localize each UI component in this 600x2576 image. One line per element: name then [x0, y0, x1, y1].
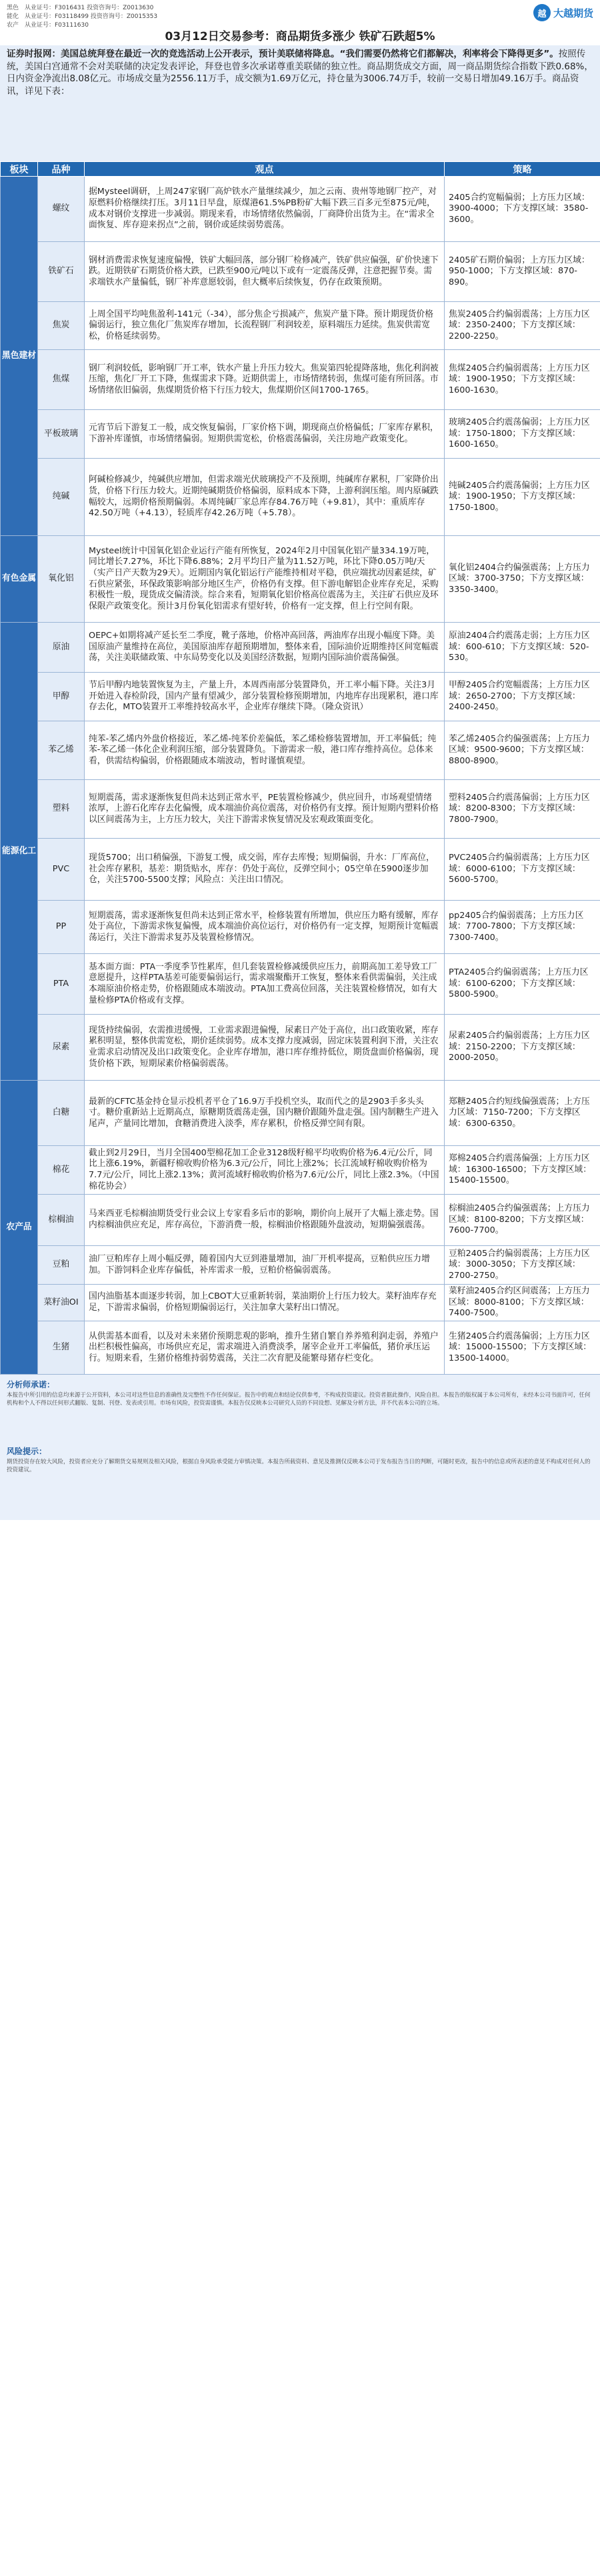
strategy-cell — [445, 242, 600, 302]
view-cell — [85, 242, 445, 302]
table-row — [1, 1146, 600, 1195]
product-cell: 螺纹 — [38, 177, 85, 242]
table-row — [1, 410, 600, 459]
strategy-text: 焦煤2405合约偏弱震荡；上方压力区域：1900-1950；下方支撑区域：1600-1630。 — [449, 363, 590, 395]
strategy-text: 焦炭2405合约偏弱震荡；上方压力区域：2350-2400；下方支撑区域：2200-2250。 — [449, 309, 590, 341]
view-text: 节后甲醇内地装置恢复为主，产量上升，本周西南部分装置降负，开工率小幅下降。关注3月开始进入春检阶段，国内产量有望减少，部分装置检修预期增加，内地库存出现累积，港口库存去化，MTO装置开工率维持较高水平，企业库存继续下降。（隆众资讯） — [89, 680, 439, 713]
analyst-commitment — [0, 1375, 600, 1441]
view-cell — [85, 1081, 445, 1146]
view-text: 从供需基本面看，以及对未来猪价预期悲观的影响，推升生猪自繁自养养殖利润走弱，养殖户出栏积极性偏高，市场供应充足，需求端进入消费淡季，屠宰企业开工率偏低，猪价承压运行。短期来看，生猪价格维持弱势震荡，关注二次育肥及能繁母猪存栏变化。 — [89, 1331, 439, 1363]
view-text: 最新的CFTC基金持仓显示投机者平仓了16.9万手投机空头，取而代之的是2903手多头头寸。糖价重新站上近期高点，原糖期货震荡走强，国内糖价跟随外盘走强。国内制糖生产进入尾声，产量同比增加，食糖消费进入淡季，库存累积，价格反弹空间有限。 — [89, 1096, 439, 1129]
strategy-text: 棕榈油2405合约偏强震荡；上方压力区域：8100-8200；下方支撑区域：7600-7700。 — [449, 1203, 590, 1236]
product-cell: 生猪 — [38, 1321, 85, 1375]
product-cell: PTA — [38, 954, 85, 1015]
table-row — [1, 536, 600, 623]
table-row — [1, 1246, 600, 1285]
view-text: 基本面方面：PTA一季度季节性累库，但几套装置检修减缓供应压力，前期高加工差导致工厂意愿提升，这样PTA基差可能要偏弱运行，需求端聚酯开工恢复，整体来看供需偏弱，关注成本端原油价格走势，价格跟随成本端波动。PTA加工费高位回落，关注装置检修情况，如有大量检修PTA价格或有支撑。 — [89, 961, 437, 1005]
logo-icon: 越 — [533, 4, 551, 21]
risk-warning — [0, 1441, 600, 1520]
strategy-cell — [445, 673, 600, 721]
product-cell: 焦煤 — [38, 350, 85, 410]
strategy-cell — [445, 1195, 600, 1246]
table-row — [1, 1081, 600, 1146]
strategy-cell — [445, 954, 600, 1015]
strategy-text: pp2405合约偏弱震荡；上方压力区域：7700-7800；下方支撑区域：7300-7400。 — [449, 910, 584, 943]
market-summary — [0, 45, 600, 161]
commitment-heading: 分析师承诺： — [7, 1380, 55, 1389]
risk-heading: 风险提示： — [7, 1447, 47, 1456]
product-cell: 菜籽油OI — [38, 1285, 85, 1321]
strategy-text: 玻璃2405合约震荡偏弱；上方压力区域：1750-1800；下方支撑区域：1600-1650。 — [449, 417, 590, 450]
view-cell — [85, 1015, 445, 1081]
strategy-text: 塑料2405合约震荡偏弱；上方压力区域：8200-8300；下方支撑区域：7800-7900。 — [449, 792, 590, 825]
view-text: Mysteel统计中国氧化铝企业运行产能有所恢复，2024年2月中国氧化铝产量334.19万吨，同比增长7.27%，环比下降6.88%；2月平均日产量为11.52万吨，环比下降0.05万吨/天（实产日产天数为29天）。近期国内氧化铝运行产能维持相对平稳，供应端扰动因素延续，矿石供应紧张，环保政策影响部分地区生产，价格仍有支撑。但下游电解铝企业库存充足，采购积极性一般，现货成交偏清淡。综合来看，短期氧化铝价格高位震荡为主，关注矿石供应及环保限产政策变化。预计3月份氧化铝需求有望好转，价格有一定支撑，但上行空间有限。 — [89, 545, 439, 611]
analyst-credentials — [7, 4, 157, 30]
view-cell — [85, 1146, 445, 1195]
strategy-cell — [445, 1081, 600, 1146]
view-text: 短期震荡，需求逐渐恢复但尚未达到正常水平，PE装置检修减少，供应回升，市场观望情绪浓厚，上游石化库存去化偏慢，成本端油价高位震荡，对价格仍有支撑。预计短期内塑料价格以区间震荡为主，上方压力较大，关注下游需求恢复情况及宏观政策面变化。 — [89, 792, 439, 825]
strategy-text: 甲醇2405合约宽幅震荡；上方压力区域：2650-2700；下方支撑区域：2400-2450。 — [449, 680, 590, 713]
view-text: 钢材消费需求恢复速度偏慢，铁矿大幅回落，部分钢厂检修减产，铁矿供应偏强，矿价快速下跌。近期铁矿石期货价格大跌，已跌至900元/吨以下或有一定震荡反弹，注意把握节奏。需求端铁水产量偏低，钢厂补库意愿较弱，但大概率后续恢复，仍存在政策预期。 — [89, 255, 439, 287]
strategy-text: 尿素2405合约偏弱震荡；上方压力区域：2150-2200；下方支撑区域：2000-2050。 — [449, 1031, 590, 1063]
header-sector: 板块 — [1, 162, 38, 177]
view-text: 油厂豆粕库存上周小幅反弹，随着国内大豆到港量增加，油厂开机率提高，豆粕供应压力增加。下游饲料企业库存偏低，补库需求一般，豆粕价格偏弱震荡。 — [89, 1253, 430, 1275]
strategy-cell — [445, 1015, 600, 1081]
table-row — [1, 242, 600, 302]
sector-cell: 能源化工 — [1, 623, 38, 1081]
strategy-text: 菜籽油2405合约区间震荡；上方压力区域：8000-8100；下方支撑区域：7400-7500。 — [449, 1286, 590, 1319]
strategy-text: 2405矿石期价偏弱；上方压力区域：950-1000；下方支撑区域：870-890。 — [449, 255, 590, 287]
view-text: 现货持续偏弱，农需推进缓慢，工业需求跟进偏慢，尿素日产处于高位，出口政策收紧，库存累积明显，整体供需宽松，期价延续弱势。成本支撑力度减弱，固定床装置利润下滑，关注农业需求启动情况及出口政策变化。企业库存增加，港口库存维持低位，期货盘面价格偏弱，现货价格下跌，短期尿素价格偏弱震荡。 — [89, 1025, 439, 1069]
view-text: 短期震荡，需求逐渐恢复但尚未达到正常水平，检修装置有所增加，供应压力略有缓解，库存处于高位，下游需求恢复偏慢，成本端油价高位运行，对价格仍有一定支撑，短期预计宽幅震荡运行，关注下游需求复苏及装置检修情况。 — [89, 910, 439, 943]
report-header — [0, 0, 600, 28]
strategy-cell — [445, 901, 600, 954]
view-cell — [85, 302, 445, 350]
view-cell — [85, 1321, 445, 1375]
view-text: 截止到2月29日，当月全国400型棉花加工企业3128级籽棉平均收购价格为6.4元/公斤，同比上涨6.19%，新疆籽棉收购价格为6.3元/公斤，同比上涨2%；长江流域籽棉收购价格为7.7元/公斤，同比上涨2.13%；黄河流域籽棉收购价格为7.6元/公斤，同比上涨2.3%。（中国棉花协会） — [89, 1147, 439, 1191]
view-cell — [85, 350, 445, 410]
product-cell: 棕榈油 — [38, 1195, 85, 1246]
table-row — [1, 954, 600, 1015]
table-row — [1, 1195, 600, 1246]
table-row — [1, 459, 600, 536]
company-logo — [533, 4, 593, 21]
view-text: 钢厂利润较低，影响钢厂开工率，铁水产量上升压力较大。焦炭第四轮提降落地，焦化利润被压缩，焦化厂开工下降，焦煤需求下降。近期供需上，市场情绪转弱，焦煤可能有所回落。市场情绪依旧偏弱，焦煤期货价格下行压力较大，焦煤期价区间1700-1765。 — [89, 363, 439, 395]
logo-text: 大越期货 — [553, 7, 593, 19]
view-text: 元宵节后下游复工一般，成交恢复偏弱，厂家价格下调，期现商点价格偏低；厂家库存累积，下游补库谨慎，市场情绪偏弱。短期供需宽松，价格震荡偏弱，关注房地产政策变化。 — [89, 423, 439, 444]
view-cell — [85, 954, 445, 1015]
strategy-cell — [445, 623, 600, 673]
strategy-text: 郑棉2405合约震荡偏强；上方压力区域：16300-16500；下方支撑区域：15400-15500。 — [449, 1153, 592, 1186]
product-cell: 尿素 — [38, 1015, 85, 1081]
view-text: OEPC+如期将减产延长至二季度，靴子落地，价格冲高回落，两油库存出现小幅度下降。美国原油产量维持在高位，美国原油库存超预期增加，整体来看，国际油价近期维持区间宽幅震荡，关注美联储政策、中东局势变化以及美国经济数据，短期内国际油价震荡偏强。 — [89, 631, 439, 663]
product-cell: 甲醇 — [38, 673, 85, 721]
view-text: 纯苯-苯乙烯内外盘价格接近，苯乙烯-纯苯价差偏低，苯乙烯检修装置增加，开工率偏低；纯苯-苯乙烯一体化企业利润压缩，部分装置降负。下游需求一般，港口库存维持高位。总体来看，供需结构偏弱，价格跟随成本端波动，暂时谨慎观望。 — [89, 733, 437, 766]
product-cell: 焦炭 — [38, 302, 85, 350]
analyst-line: 黑色 从业证号：F3016431 投资咨询号：Z0013630 — [7, 5, 154, 11]
strategy-cell — [445, 1285, 600, 1321]
strategy-text: 纯碱2405合约震荡偏弱；上方压力区域：1900-1950；下方支撑区域：1750-1800。 — [449, 480, 590, 513]
strategy-cell — [445, 410, 600, 459]
summary-body: 按照传统，美国白宫通常不会对美联储的决定发表评论，拜登也曾多次承诺尊重美联储的独立性。商品期货成交方面，周一商品期货综合指数下跌0.68%，日内资金净流出8.08亿元。市场成交量为2556.11万手，成交额为1.69万亿元，持仓量为3006.74万手，较前一交易日增加49.16万手。商品资讯，详见下表： — [7, 49, 593, 97]
product-cell: 棉花 — [38, 1146, 85, 1195]
strategy-text: 氧化铝2404合约偏强震荡；上方压力区域：3700-3750；下方支撑区域：3350-3400。 — [449, 562, 590, 595]
view-cell — [85, 673, 445, 721]
product-cell: 原油 — [38, 623, 85, 673]
table-row — [1, 1285, 600, 1321]
strategy-text: 生猪2405合约震荡偏弱；上方压力区域：15000-15500；下方支撑区域：13500-14000。 — [449, 1331, 592, 1363]
view-cell — [85, 410, 445, 459]
strategy-cell — [445, 839, 600, 901]
strategy-text: PTA2405合约偏弱震荡；上方压力区域：6100-6200；下方支撑区域：5800-5900。 — [449, 967, 589, 1000]
view-cell — [85, 459, 445, 536]
strategy-cell — [445, 1146, 600, 1195]
view-text: 马来西亚毛棕榈油期货受行业会议上专家看多后市的影响，期价向上展开了大幅上涨走势。国内棕榈油供应充足，库存高位，下游消费一般，棕榈油价格跟随外盘波动，短期偏强震荡。 — [89, 1209, 439, 1230]
product-cell: 白糖 — [38, 1081, 85, 1146]
table-row — [1, 673, 600, 721]
strategy-text: 2405合约宽幅偏弱；上方压力区域：3900-4000；下方支撑区域：3580-3600。 — [449, 192, 590, 225]
strategy-text: 豆粕2405合约偏弱震荡；上方压力区域：3000-3050；下方支撑区域：2700-2750。 — [449, 1248, 590, 1281]
view-cell — [85, 901, 445, 954]
table-row — [1, 302, 600, 350]
summary-lead: 证券时报网：美国总统拜登在最近一次的竞选活动上公开表示，预计美联储将降息。 — [7, 49, 340, 59]
table-body — [1, 177, 600, 1375]
summary-quote: “我们需要仍然将它们都解决，利率将会下降得更多”。 — [339, 49, 559, 59]
product-cell: 豆粕 — [38, 1246, 85, 1285]
view-text: 上周全国平均吨焦盈利-141元（-34），部分焦企亏损减产，焦炭产量下降。预计期现货价格偏弱运行，独立焦化厂焦炭库存增加，长流程钢厂利润较差，原料端压力延续。焦炭供需宽松，价格延续弱势。 — [89, 309, 434, 341]
table-row — [1, 1015, 600, 1081]
strategy-cell — [445, 177, 600, 242]
product-cell: 苯乙烯 — [38, 721, 85, 780]
view-cell — [85, 1195, 445, 1246]
strategy-text: 原油2404合约震荡走弱；上方压力区域：600-610；下方支撑区域：520-530。 — [449, 631, 590, 663]
report-title: 03月12日交易参考：商品期货多涨少 铁矿石跌超5% — [165, 30, 435, 43]
view-text: 国内油脂基本面逐步转弱，加上CBOT大豆重新转弱，菜油期价上行压力较大。菜籽油库存充足，下游需求偏弱，价格短期偏弱运行，关注加拿大菜籽出口情况。 — [89, 1291, 437, 1313]
product-cell: PVC — [38, 839, 85, 901]
view-cell — [85, 536, 445, 623]
table-row — [1, 1321, 600, 1375]
view-text: 据Mysteel调研，上周247家钢厂高炉铁水产量继续减少，加之云南、贵州等地钢厂控产，对原燃料价格继续打压。3月11日早盘，原煤港61.5%PB粉矿大幅下跌三百多元至875元/吨，成本对钢价支撑进一步减弱。期现来看，市场情绪依然偏弱，厂商降价出货为主。在“需求全面恢复、库存迎来拐点”之前，钢价或延续弱势震荡。 — [89, 187, 437, 231]
product-cell: 塑料 — [38, 780, 85, 839]
product-cell: 氧化铝 — [38, 536, 85, 623]
strategy-text: 苯乙烯2405合约偏强震荡；上方压力区域：9500-9600；下方支撑区域：8800-8900。 — [449, 733, 590, 766]
analyst-line: 农产 从业证号：F03111630 — [7, 22, 89, 29]
view-cell — [85, 839, 445, 901]
view-cell — [85, 623, 445, 673]
product-cell: 纯碱 — [38, 459, 85, 536]
header-product: 品种 — [38, 162, 85, 177]
view-cell — [85, 1285, 445, 1321]
strategy-cell — [445, 721, 600, 780]
table-row — [1, 350, 600, 410]
view-text: 现货5700；出口稍偏强，下游复工慢，成交弱，库存去库慢；短期偏弱，升水：厂库高位，社会库存累积，基差：期货贴水，库存：仍处于高位，反弹空间小；05空单在5900逐步加仓，关注5700-5500支撑；风险点：关注出口情况。 — [89, 853, 435, 885]
view-cell — [85, 721, 445, 780]
view-cell — [85, 1246, 445, 1285]
view-text: 阿碱检修减少，纯碱供应增加，但需求端光伏玻璃投产不及预期，纯碱库存累积，厂家降价出货，价格下行压力较大。近期纯碱期货价格偏弱，原料成本下降，上游利润压缩。周内原碱跌幅较大，远期价格预期偏弱。本周纯碱厂家总库存84.76万吨（+9.81），其中：重质库存42.50万吨（+4.13），轻质库存42.26万吨（+5.78）。 — [89, 475, 439, 519]
analyst-line: 能化 从业证号：F03118499 投资咨询号：Z0015353 — [7, 13, 158, 20]
strategy-text: PVC2405合约偏弱震荡；上方压力区域：6000-6100；下方支撑区域：5600-5700。 — [449, 853, 590, 885]
table-row — [1, 839, 600, 901]
product-cell: PP — [38, 901, 85, 954]
header-strategy: 策略 — [445, 162, 600, 177]
product-cell: 平板玻璃 — [38, 410, 85, 459]
view-cell — [85, 780, 445, 839]
table-row — [1, 901, 600, 954]
commodity-table — [0, 161, 600, 1375]
sector-cell: 农产品 — [1, 1081, 38, 1375]
strategy-text: 郑糖2405合约短线偏强震荡；上方压力区域：7150-7200；下方支撑区域：6300-6350。 — [449, 1096, 590, 1129]
table-row — [1, 780, 600, 839]
table-header-row — [1, 162, 600, 177]
risk-text: 期货投资存在较大风险，投资者应充分了解期货交易规则及相关风险，根据自身风险承受能力审慎决策。本报告所载资料、意见及推测仅反映本公司于发布报告当日的判断，可随时更改，报告中的信息或所表述的意见不构成对任何人的投资建议。 — [7, 1459, 591, 1473]
strategy-cell — [445, 350, 600, 410]
view-cell — [85, 177, 445, 242]
strategy-cell — [445, 1321, 600, 1375]
strategy-cell — [445, 1246, 600, 1285]
commitment-text: 本报告中所引用的信息均来源于公开资料，本公司对这些信息的准确性及完整性不作任何保证。报告中的观点和结论仅供参考，不构成投资建议。投资者据此操作，风险自担。本报告的版权属于本公司所有，未经本公司书面许可，任何机构和个人不得以任何形式翻版、复制、刊登、发表或引用。市场有风险，投资需谨慎。本报告仅反映本公司研究人员的不同设想、见解及分析方法，并不代表本公司的立场。 — [7, 1392, 591, 1407]
strategy-cell — [445, 459, 600, 536]
product-cell: 铁矿石 — [38, 242, 85, 302]
strategy-cell — [445, 780, 600, 839]
sector-cell: 有色金属 — [1, 536, 38, 623]
strategy-cell — [445, 536, 600, 623]
table-row — [1, 721, 600, 780]
table-row — [1, 177, 600, 242]
strategy-cell — [445, 302, 600, 350]
table-row — [1, 623, 600, 673]
header-view: 观点 — [85, 162, 445, 177]
sector-cell: 黑色建材 — [1, 177, 38, 536]
